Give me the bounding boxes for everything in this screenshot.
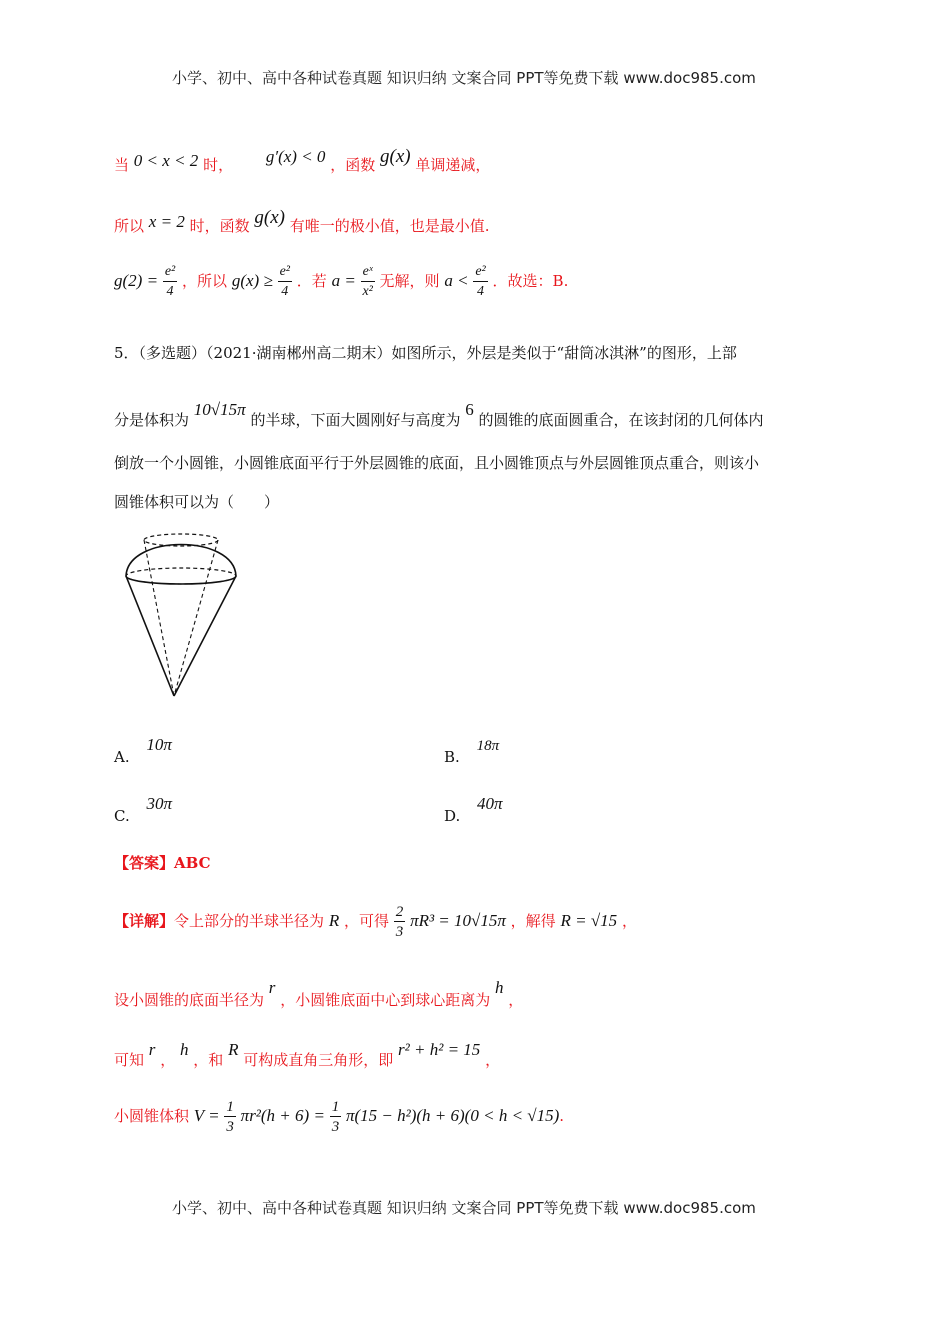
math: V = xyxy=(193,1106,220,1125)
page-header: 小学、初中、高中各种试卷真题 知识归纳 文案合同 PPT等免费下载 www.doc985.com xyxy=(172,69,756,87)
numerator: e² xyxy=(278,263,292,282)
math: r xyxy=(148,1040,156,1059)
math: π(15 − h²)(h + 6)(0 < h < √15) xyxy=(345,1106,560,1125)
denominator: 4 xyxy=(166,283,174,299)
math: R xyxy=(228,1040,239,1059)
text: 无解，则 xyxy=(379,272,440,290)
math: g′(x) < 0 xyxy=(265,147,326,166)
cone-hemisphere-figure xyxy=(118,518,244,700)
math: R = √15 xyxy=(560,911,618,930)
denominator: 3 xyxy=(226,1118,234,1135)
answer-tag: 【答案】 xyxy=(114,854,175,872)
text: 所以 xyxy=(114,217,145,235)
hemisphere-outline xyxy=(126,545,236,577)
text: ， xyxy=(508,991,524,1009)
text: ，解得 xyxy=(510,912,556,930)
question-line-4: 圆锥体积可以为（ ） xyxy=(114,493,280,511)
text: 设小圆锥的底面半径为 xyxy=(114,991,265,1009)
outer-cone-edge-left xyxy=(126,576,174,696)
fraction xyxy=(278,263,292,302)
text: 可构成直角三角形，即 xyxy=(243,1051,394,1069)
math: r xyxy=(268,978,276,997)
detail-line-2 xyxy=(114,968,523,1008)
text: ，可得 xyxy=(343,912,389,930)
math: x = 2 xyxy=(148,212,185,231)
math: h xyxy=(495,978,504,997)
text: ，函数 xyxy=(330,156,376,174)
question-line-3: 倒放一个小圆锥，小圆锥底面平行于外层圆锥的底面，且小圆锥顶点与外层圆锥顶点重合，则该小 xyxy=(114,454,760,472)
text: ．若 xyxy=(296,272,327,290)
option-b[interactable] xyxy=(444,730,500,766)
math: πR³ = 10√15π xyxy=(410,911,506,930)
detail-line-3 xyxy=(114,1030,500,1070)
math: 0 < x < 2 xyxy=(133,151,199,170)
question-line-2 xyxy=(114,394,764,429)
fraction xyxy=(361,263,375,302)
math: a < xyxy=(444,271,469,290)
fraction xyxy=(394,903,406,942)
math: a = xyxy=(331,271,356,290)
math: 6 xyxy=(465,400,474,419)
numerator: 2 xyxy=(395,903,404,920)
text: 当 xyxy=(114,156,130,174)
text: 小圆锥体积 xyxy=(114,1107,190,1125)
numerator: 1 xyxy=(226,1098,234,1115)
text: 的圆锥的底面圆重合，在该封闭的几何体内 xyxy=(478,411,764,429)
page-footer: 小学、初中、高中各种试卷真题 知识归纳 文案合同 PPT等免费下载 www.doc985.com xyxy=(172,1199,756,1217)
option-d[interactable] xyxy=(444,789,503,825)
text: ， xyxy=(160,1051,176,1069)
option-a[interactable] xyxy=(114,730,172,766)
inner-cone-edge-right xyxy=(174,540,218,696)
math: πr²(h + 6) = xyxy=(240,1106,325,1125)
denominator: 3 xyxy=(395,923,404,940)
text: ．故选：B. xyxy=(492,272,569,290)
detail-line-4 xyxy=(114,1088,564,1144)
math: R xyxy=(328,911,340,930)
solution-line-2 xyxy=(114,202,490,234)
text: 有唯一的极小值，也是最小值. xyxy=(289,217,490,235)
math: 10√15π xyxy=(193,400,246,419)
text: 时， xyxy=(203,156,234,174)
answer-line xyxy=(114,852,211,873)
text: 令上部分的半球半径为 xyxy=(174,912,325,930)
text: 分是体积为 xyxy=(114,411,190,429)
text: ，小圆锥底面中心到球心距离为 xyxy=(280,991,491,1009)
fraction xyxy=(473,263,487,302)
option-c[interactable] xyxy=(114,789,173,825)
fraction xyxy=(330,1098,342,1137)
text: ，和 xyxy=(193,1051,224,1069)
numerator: 1 xyxy=(331,1098,340,1115)
detail-tag: 【详解】 xyxy=(114,912,175,930)
option-value: 18π xyxy=(476,738,500,754)
option-label: D. xyxy=(444,807,461,825)
option-label: A. xyxy=(114,748,130,766)
denominator: 3 xyxy=(331,1118,340,1135)
text: ， xyxy=(621,912,637,930)
math: h xyxy=(180,1040,189,1059)
text: ，所以 xyxy=(182,272,228,290)
text: 的半球，下面大圆刚好与高度为 xyxy=(250,411,461,429)
text: . xyxy=(559,1107,565,1125)
option-value: 30π xyxy=(146,794,173,813)
text: 单调递减， xyxy=(415,156,491,174)
fraction xyxy=(163,263,177,302)
question-line-1: 5．（多选题）（2021·湖南郴州高二期末）如图所示，外层是类似于“甜筒冰淇淋”的图形，上部 xyxy=(114,344,737,362)
numerator: e² xyxy=(473,263,487,282)
text: 可知 xyxy=(114,1051,145,1069)
solution-line-1 xyxy=(114,141,490,173)
answer-value: ABC xyxy=(174,854,211,872)
math: r² + h² = 15 xyxy=(398,1040,481,1059)
numerator: eˣ xyxy=(361,263,375,282)
denominator: 4 xyxy=(281,283,289,299)
option-label: C. xyxy=(114,807,130,825)
option-value: 40π xyxy=(477,794,503,813)
math: g(x) xyxy=(380,146,411,167)
inner-cone-edge-left xyxy=(144,540,174,696)
option-label: B. xyxy=(444,748,460,766)
denominator: x² xyxy=(362,283,373,299)
detail-line-1 xyxy=(114,886,637,956)
math: g(2) = xyxy=(114,271,159,290)
denominator: 4 xyxy=(477,283,485,299)
option-value: 10π xyxy=(146,735,172,754)
math: g(x) ≥ xyxy=(231,271,273,290)
outer-cone-edge-right xyxy=(174,576,236,696)
text: 时，函数 xyxy=(189,217,250,235)
hemisphere-base-front xyxy=(126,576,236,584)
numerator: e² xyxy=(163,263,177,282)
math: g(x) xyxy=(254,207,285,228)
fraction xyxy=(224,1098,236,1137)
text: ， xyxy=(485,1051,501,1069)
solution-line-3 xyxy=(114,256,568,306)
